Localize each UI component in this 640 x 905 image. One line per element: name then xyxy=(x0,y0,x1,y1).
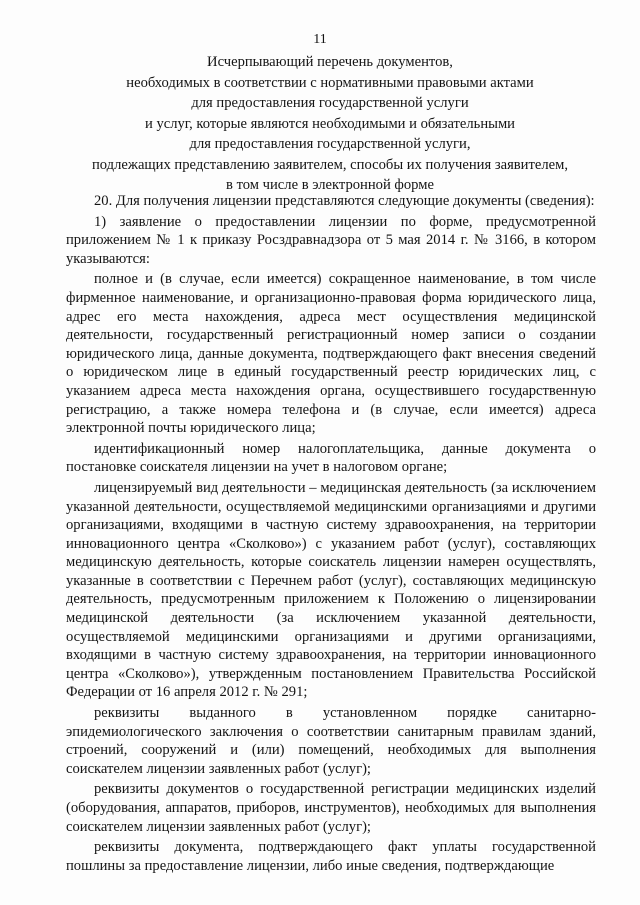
section-heading xyxy=(40,52,620,196)
paragraph-clause-20: 20. Для получения лицензии представляются следующие документы (сведения): xyxy=(94,193,595,209)
page-number: 11 xyxy=(313,32,327,47)
heading-line: подлежащих представлению заявителем, способы их получения заявителем, xyxy=(92,156,568,173)
heading-line: в том числе в электронной форме xyxy=(226,177,434,193)
bottom-margin xyxy=(0,875,640,905)
heading-line: для предоставления государственной услуги, xyxy=(189,136,471,152)
heading-line: Исчерпывающий перечень документов, xyxy=(207,54,453,70)
paragraph-activity: лицензируемый вид деятельности – медицинская деятельность (за исключением указанной деятельности, осуществляемой медицинскими организациями и другими организациями, входящими в частную систему здравоохранения, на территории инновационного центра «Сколково») с указанием работ (услуг), составляющих медицинскую деятельность, которые соискатель лицензии намерен осуществлять, указанные в соответствии с Перечнем работ (услуг), составляющих медицинскую деятельность, предусмотренным приложением к Положению о лицензировании медицинской деятельности (за исключением указанной деятельности, осуществляемой медицинскими организациями и другими организациями, входящими в частную систему здравоохранения, на территории инновационного центра «Сколково»), утвержденным постановлением Правительства Российской Федерации от 16 апреля 2012 г. № 291; xyxy=(66,479,596,701)
paragraph-tax-id: идентификационный номер налогоплательщика, данные документа о постановке соискателя лицензии на учет в налоговом органе; xyxy=(66,440,596,476)
heading-line: необходимых в соответствии с нормативными правовыми актами xyxy=(126,74,534,91)
paragraph-sanitary: реквизиты выданного в установленном порядке санитарно-эпидемиологического заключения о соответствии санитарным правилам зданий, строений, сооружений и (или) помещений, необходимых для выполнения соискателем лицензии заявленных работ (услуг); xyxy=(66,705,596,777)
paragraph-item-1: 1) заявление о предоставлении лицензии по форме, предусмотренной приложением № 1 к приказу Росздравнадзора от 5 мая 2014 г. № 3166, в котором указываются: xyxy=(66,213,596,267)
paragraph-name-address: полное и (в случае, если имеется) сокращенное наименование, в том числе фирменное наименование, и организационно-правовая форма юридического лица, адрес его места нахождения, адреса мест осуществления медицинской деятельности, государственный регистрационный номер записи о создании юридического лица, данные документа, подтверждающего факт внесения сведений о юридическом лице в единый государственный реестр юридических лиц, с указанием адреса места нахождения органа, осуществившего государственную регистрацию, а также номера телефона и (в случае, если имеется) адреса электронной почты юридического лица; xyxy=(66,271,596,437)
document-body xyxy=(66,192,596,875)
heading-line: для предоставления государственной услуги xyxy=(191,95,469,111)
paragraph-medical-devices: реквизиты документов о государственной регистрации медицинских изделий (оборудования, аппаратов, приборов, инструментов), необходимых для выполнения соискателем лицензии заявленных работ (услуг); xyxy=(66,781,596,835)
heading-line: и услуг, которые являются необходимыми и обязательными xyxy=(144,115,515,132)
paragraph-state-fee: реквизиты документа, подтверждающего факт уплаты государственной пошлины за предоставление лицензии, либо иные сведения, подтверждающие xyxy=(66,839,596,874)
